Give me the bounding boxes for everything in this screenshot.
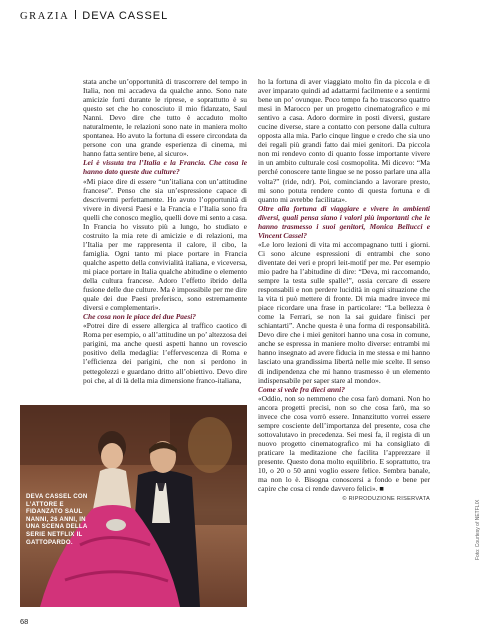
left-column — [83, 77, 247, 385]
question: Come si vede fra dieci anni? — [258, 384, 345, 394]
page-number: 68 — [20, 617, 29, 626]
section-title: DEVA CASSEL — [82, 10, 169, 22]
photo-credit: Foto: Courtesy of NETFLIX — [475, 499, 481, 560]
magazine-logo: GRAZIA — [20, 11, 70, 22]
paragraph: stata anche un’opportunità di trascorrere del tempo in Italia, non mi accadeva da qualche anno. Sono nate amicizie forti durante le riprese, e soprattutto è su questo set che ho conosciuto il mio fidanzato, Saul Nanni. Devo dire che tutto è accaduto molto naturalmente, le relazioni sono nate in maniera molto spontanea. Ho avuto la fortuna di essere circondata da persone con una grande esperienza di cinema, mi hanno fatta sentire bene, al sicuro». — [83, 77, 247, 159]
paragraph: «Oddio, non so nemmeno che cosa farò domani. Non ho ancora progetti precisi, non so che cosa farò, ma so invece che cosa vorrò essere. Innanzitutto vorrei essere sempre cosciente dell’importanza del presente, cosa che sottovalutavo in precedenza. Sei mesi fa, il regista di un nuovo progetto cinematografico mi ha consigliato di praticare la meditazione che facilita l’apprezzare il presente. Questo dona molto equilibrio. E soprattutto, tra 10, o 20 o 50 anni voglio essere felice. Sembra banale, ma non lo è. Bisogna conoscersi a fondo e bene per capire che cosa ci rende davvero felici». ■ — [258, 393, 430, 494]
paragraph: ho la fortuna di aver viaggiato molto fin da piccola e di aver imparato quindi ad adattarmi facilmente e a sentirmi bene un po’ ovunque. Poco tempo fa ho trascorso quattro mesi in Marocco per un progetto cinematografico e mi sentivo a casa. Adoro dormire in posti diversi, gustare cucine diverse, stare a contatto con persone dalla cultura opposta alla mia. Parlo cinque lingue e credo che sia uno dei regali più grandi fatto dai miei genitori. Da piccola non mi rendevo conto di quanto fosse importante vivere in un ambito culturale così cosmopolita. Mi dicevo: “Ma perché conoscere tante lingue se ne posso parlare una alla volta?” (ride, ndr). Poi, cominciando a lavorare presto, mi sono potuta rendere conto di questa fortuna e di quanto mi avrebbe facilitata». — [258, 77, 430, 204]
question: Che cosa non le piace dei due Paesi? — [83, 312, 196, 322]
question: Lei è vissuta tra l’Italia e la Francia. Che cosa le hanno dato queste due culture? — [83, 158, 247, 177]
paragraph: «Potrei dire di essere allergica al traffico caotico di Roma per esempio, o all’attitudine un po’ altezzosa dei parigini, ma anche questi aspetti hanno un rovescio positivo della medaglia: l’effervescenza di Roma e l’efficienza dei parigini, che non si perdono in pettegolezzi e guardano dritto all’obiettivo. Devo dire poi che, al di là della mia dimensione franco-italiana, — [83, 321, 247, 385]
header-divider — [75, 10, 76, 19]
question: Oltre alla fortuna di viaggiare e vivere in ambienti diversi, quali pensa siano i valori più importanti che le hanno trasmesso i suoi genitori, Monica Bellucci e Vincent Cassel? — [258, 203, 430, 240]
photo-caption: DEVA CASSEL CON L’ATTORE E FIDANZATO SAUL NANNI, 26 ANNI, IN UNA SCENA DELLA SERIE NETFLIX IL GATTOPARDO. — [26, 493, 88, 546]
right-column — [258, 77, 430, 504]
paragraph: «Mi piace dire di essere “un’italiana con un’attitudine francese”. Penso che sia un’espressione capace di descrivermi perfettamente. Ho avuto l’opportunità di vivere in diversi Paesi e la Francia e l’Italia sono fra quelli che conosco meglio, quelli dove mi sento a casa. In Francia ho vissuto più a lungo, ho studiato e costruito la mia rete di amicizie e di relazioni, ma l’Italia per me rappresenta il calore, il cibo, la famiglia. Ogni tanto mi piace portare in Francia qualche aspetto della convivialità italiana, e viceversa, mi piace portare in Italia qualche abitudine o elemento della cultura francese. Adoro l’effetto ibrido della fusione delle due culture. Ma è impossibile per me dire quale dei due Paesi preferisco, sono estremamente diversi e complementari». — [83, 176, 247, 313]
copyright-notice: © RIPRODUZIONE RISERVATA — [342, 496, 430, 503]
paragraph: «Le loro lezioni di vita mi accompagnano tutti i giorni. Ci sono alcune espressioni di entrambi che sono diventate dei veri e propri leit-motif per me. Per esempio mio padre ha l’abitudine di dire: “Deva, mi raccomando, sempre la testa sulle spalle!”, ossia cercare di essere responsabili e non perdere lucidità in ogni situazione che la vita ti può mettere di fronte. Di mia madre invece mi piace ricordare una frase in particolare: “La bellezza è come la Ferrari, se non la sai guidare finisci per schiantarti”. Anche questa è una forma di responsabilità. Devo dire che i miei genitori hanno una cosa in comune, anche se espressa in maniere molto diverse: entrambi mi hanno insegnato ad avere fiducia in me stessa e mi hanno lasciato una grandissima libertà nelle mie scelte. Il senso di indipendenza che mi hanno trasmesso è un elemento indispensabile per saper stare al mondo». — [258, 239, 430, 385]
article-photo — [20, 405, 247, 607]
page-header — [20, 10, 168, 26]
